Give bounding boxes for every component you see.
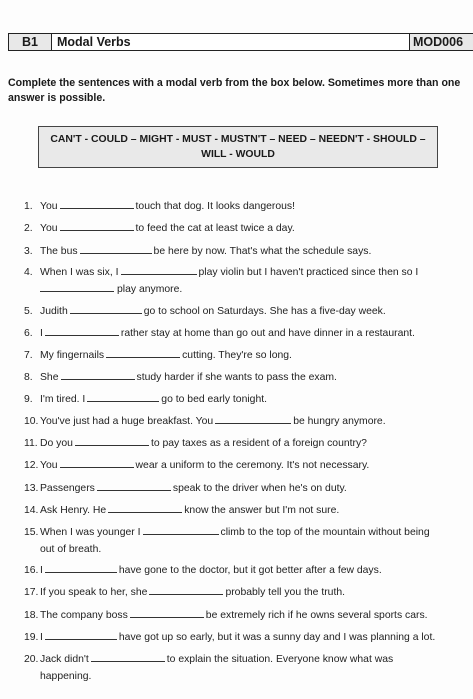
item-number: 10. (24, 416, 39, 427)
sentence-end: be here by now. That's what the schedule says. (153, 246, 372, 257)
item-number: 6. (24, 328, 33, 339)
sentence-end: have gone to the doctor, but it got better after a few days. (118, 565, 382, 576)
sentence-start: My fingernails (40, 350, 105, 361)
instruction-text: Complete the sentences with a modal verb from the box below. Sometimes more than one answer is possible. (8, 77, 461, 104)
item-sentence (40, 392, 267, 407)
answer-blank[interactable] (70, 312, 142, 314)
item-number: 15. (24, 527, 39, 538)
item-sentence (40, 652, 393, 667)
item-sentence (40, 221, 295, 236)
item-sentence (40, 265, 418, 280)
sentence-start: Ask Henry. He (40, 505, 107, 516)
sentence-end: study harder if she wants to pass the exam. (136, 372, 337, 383)
sentence-end: be extremely rich if he owns several sports cars. (205, 610, 428, 621)
item-sentence (40, 585, 345, 600)
sentence-start: I'm tired. I (40, 394, 86, 405)
answer-blank[interactable] (60, 229, 134, 231)
sentence-start: When I was six, I (40, 267, 119, 278)
sentence-start: You (40, 460, 58, 471)
item-number: 20. (24, 654, 39, 665)
sentence-end: speak to the driver when he's on duty. (172, 483, 347, 494)
sentence-start: I (40, 565, 43, 576)
item-number: 19. (24, 632, 39, 643)
modal-verb-box (38, 126, 438, 168)
answer-blank[interactable] (45, 638, 117, 640)
sentence-end: go to bed early tonight. (161, 394, 268, 405)
sentence-start: She (40, 372, 59, 383)
answer-blank[interactable] (97, 489, 171, 491)
item-number: 16. (24, 565, 39, 576)
item-number: 5. (24, 306, 33, 317)
sentence-start: I (40, 328, 43, 339)
sentence-start: Do you (40, 438, 73, 449)
sentence-continuation (40, 282, 182, 297)
worksheet-header (8, 33, 473, 51)
answer-blank[interactable] (45, 571, 117, 573)
answer-blank[interactable] (215, 422, 291, 424)
item-number: 17. (24, 587, 39, 598)
sentence-end: to feed the cat at least twice a day. (135, 223, 295, 234)
answer-blank[interactable] (60, 466, 134, 468)
modal-verb-box-line-2: WILL - WOULD (201, 149, 275, 160)
sentence-start: You (40, 223, 58, 234)
item-number: 11. (24, 438, 38, 449)
sentence-end: to explain the situation. Everyone know what was (166, 654, 394, 665)
item-number: 14. (24, 505, 39, 516)
sentence-start: If you speak to her, she (40, 587, 148, 598)
continuation-text: out of breath. (40, 544, 102, 555)
answer-blank[interactable] (40, 290, 114, 292)
sentence-end: rather stay at home than go out and have dinner in a restaurant. (120, 328, 415, 339)
sentence-end: climb to the top of the mountain without being (220, 527, 430, 538)
item-number: 8. (24, 372, 33, 383)
sentence-end: know the answer but I'm not sure. (184, 505, 340, 516)
sentence-start: Judith (40, 306, 68, 317)
item-number: 1. (24, 201, 33, 212)
item-sentence (40, 370, 337, 385)
item-sentence (40, 348, 292, 363)
item-number: 12. (24, 460, 39, 471)
sentence-end: probably tell you the truth. (225, 587, 346, 598)
item-number: 3. (24, 246, 33, 257)
item-sentence (40, 326, 415, 341)
item-sentence (40, 458, 369, 473)
item-sentence (40, 608, 428, 623)
item-sentence (40, 630, 435, 645)
sentence-end: play violin but I haven't practiced since then so I (198, 267, 419, 278)
answer-blank[interactable] (121, 273, 197, 275)
answer-blank[interactable] (80, 252, 152, 254)
sentence-continuation (40, 669, 91, 684)
sentence-continuation (40, 542, 101, 557)
sentence-end: be hungry anymore. (293, 416, 386, 427)
level-badge: B1 (9, 34, 52, 50)
item-number: 4. (24, 267, 33, 278)
item-sentence (40, 563, 382, 578)
answer-blank[interactable] (143, 533, 219, 535)
answer-blank[interactable] (149, 593, 223, 595)
item-number: 9. (24, 394, 33, 405)
item-number: 2. (24, 223, 33, 234)
item-sentence (40, 525, 430, 540)
item-number: 7. (24, 350, 33, 361)
sentence-end: have got up so early, but it was a sunny day and I was planning a lot. (118, 632, 436, 643)
sentence-start: When I was younger I (40, 527, 141, 538)
sentence-end: to pay taxes as a resident of a foreign country? (150, 438, 367, 449)
answer-blank[interactable] (108, 511, 182, 513)
sentence-end: go to school on Saturdays. She has a five-day week. (143, 306, 386, 317)
item-sentence (40, 436, 367, 451)
sentence-start: The bus (40, 246, 78, 257)
sentence-start: I (40, 632, 43, 643)
modal-verb-box-line-1: CAN'T - COULD – MIGHT - MUST - MUSTN'T – NEED – NEEDN'T - SHOULD – (50, 134, 426, 145)
sentence-start: Passengers (40, 483, 95, 494)
sentence-end: touch that dog. It looks dangerous! (135, 201, 295, 212)
answer-blank[interactable] (75, 444, 149, 446)
answer-blank[interactable] (106, 356, 180, 358)
continuation-text: happening. (40, 671, 92, 682)
sentence-start: Jack didn't (40, 654, 89, 665)
item-sentence (40, 481, 347, 496)
item-sentence (40, 199, 295, 214)
item-sentence (40, 414, 386, 429)
sentence-end: cutting. They're so long. (182, 350, 292, 361)
answer-blank[interactable] (87, 400, 159, 402)
answer-blank[interactable] (45, 334, 119, 336)
sentence-start: You (40, 201, 58, 212)
worksheet-title: Modal Verbs (52, 34, 409, 50)
answer-blank[interactable] (91, 660, 165, 662)
item-number: 13. (24, 483, 39, 494)
answer-blank[interactable] (61, 378, 135, 380)
sentence-start: The company boss (40, 610, 128, 621)
sentence-start: You've just had a huge breakfast. You (40, 416, 214, 427)
continuation-text: play anymore. (117, 284, 183, 295)
item-sentence (40, 304, 386, 319)
sentence-end: wear a uniform to the ceremony. It's not necessary. (135, 460, 370, 471)
answer-blank[interactable] (130, 616, 204, 618)
item-sentence (40, 503, 339, 518)
answer-blank[interactable] (60, 207, 134, 209)
item-number: 18. (24, 610, 39, 621)
item-sentence (40, 244, 371, 259)
worksheet-code: MOD006 (409, 34, 473, 50)
